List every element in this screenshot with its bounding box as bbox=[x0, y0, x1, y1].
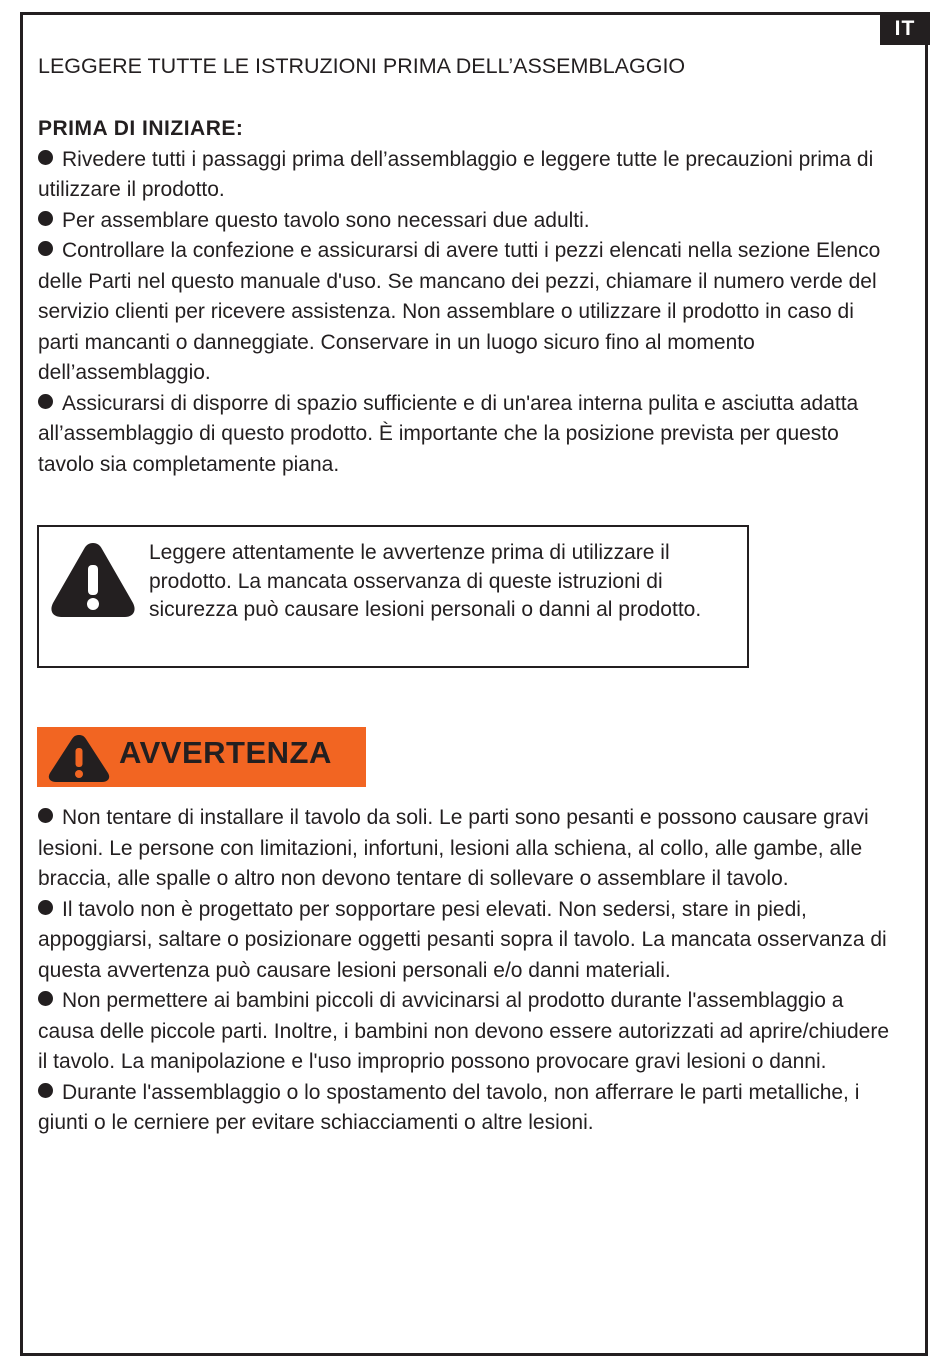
bullet-icon bbox=[38, 150, 53, 165]
list-item bbox=[38, 895, 898, 987]
list-item-text: Rivedere tutti i passaggi prima dell’assemblaggio e leggere tutte le precauzioni prima di utilizzare il prodotto. bbox=[38, 147, 874, 201]
warning-triangle-icon bbox=[49, 539, 137, 621]
warning-banner bbox=[37, 727, 366, 787]
list-item-text: Il tavolo non è progettato per sopportare pesi elevati. Non sedersi, stare in piedi, appoggiarsi, saltare o posizionare oggetti pesanti sopra il tavolo. La mancata osservanza di questa avvertenza può causare lesioni personali e/o danni materiali. bbox=[38, 897, 887, 982]
before-start-section bbox=[38, 114, 898, 480]
before-start-list bbox=[38, 145, 898, 481]
language-tab: IT bbox=[880, 12, 930, 45]
list-item-text: Non tentare di installare il tavolo da soli. Le parti sono pesanti e possono causare gravi lesioni. Le persone con limitazioni, infortuni, lesioni alla schiena, al collo, alle gambe, alle braccia, alle spalle o altro non devono tentare di sollevare o assemblare il tavolo. bbox=[38, 806, 869, 890]
list-item bbox=[38, 389, 898, 481]
warning-label: AVVERTENZA bbox=[119, 735, 332, 770]
bullet-icon bbox=[38, 900, 53, 915]
list-item-text: Non permettere ai bambini piccoli di avvicinarsi al prodotto durante l'assemblaggio a causa delle piccole parti. Inoltre, i bambini non devono essere autorizzati ad aprire/chiudere il tavolo. La manipolazione e l'uso improprio possono provocare gravi lesioni o danni. bbox=[38, 989, 889, 1073]
warning-triangle-icon bbox=[47, 733, 111, 783]
bullet-icon bbox=[38, 394, 53, 409]
bullet-icon bbox=[38, 1083, 53, 1098]
list-item bbox=[38, 986, 898, 1078]
list-item-text: Per assemblare questo tavolo sono necessari due adulti. bbox=[62, 208, 590, 232]
list-item bbox=[38, 145, 898, 206]
list-item-text: Assicurarsi di disporre di spazio sufficiente e di un'area interna pulita e asciutta adatta all’assemblaggio di questo prodotto. È importante che la posizione prevista per questo tavolo sia completamente piana. bbox=[38, 391, 859, 476]
bullet-icon bbox=[38, 991, 53, 1006]
list-item-text: Controllare la confezione e assicurarsi di avere tutti i pezzi elencati nella sezione Elenco delle Parti nel questo manuale d'uso. Se mancano dei pezzi, chiamare il numero verde del servizio clienti per ricevere assistenza. Non assemblare o utilizzare il prodotto in caso di parti mancanti o danneggiate. Conservare in un luogo sicuro fino al momento dell’assemblaggio. bbox=[38, 239, 881, 384]
bullet-icon bbox=[38, 808, 53, 823]
safety-notice-text: Leggere attentamente le avvertenze prima di utilizzare il prodotto. La mancata osservanza di queste istruzioni di sicurezza può causare lesioni personali o danni al prodotto. bbox=[149, 541, 702, 621]
bullet-icon bbox=[38, 241, 53, 256]
list-item bbox=[38, 236, 898, 389]
safety-notice-box bbox=[37, 525, 749, 668]
warning-list bbox=[38, 803, 898, 1139]
list-item bbox=[38, 803, 898, 895]
warning-section bbox=[38, 803, 898, 1139]
bullet-icon bbox=[38, 211, 53, 226]
list-item-text: Durante l'assemblaggio o lo spostamento del tavolo, non afferrare le parti metalliche, i giunti o le cerniere per evitare schiacciamenti o altre lesioni. bbox=[38, 1080, 860, 1134]
section-heading: PRIMA DI INIZIARE: bbox=[38, 117, 244, 140]
page-title: LEGGERE TUTTE LE ISTRUZIONI PRIMA DELL’ASSEMBLAGGIO bbox=[38, 54, 686, 78]
list-item bbox=[38, 206, 898, 237]
list-item bbox=[38, 1078, 898, 1139]
